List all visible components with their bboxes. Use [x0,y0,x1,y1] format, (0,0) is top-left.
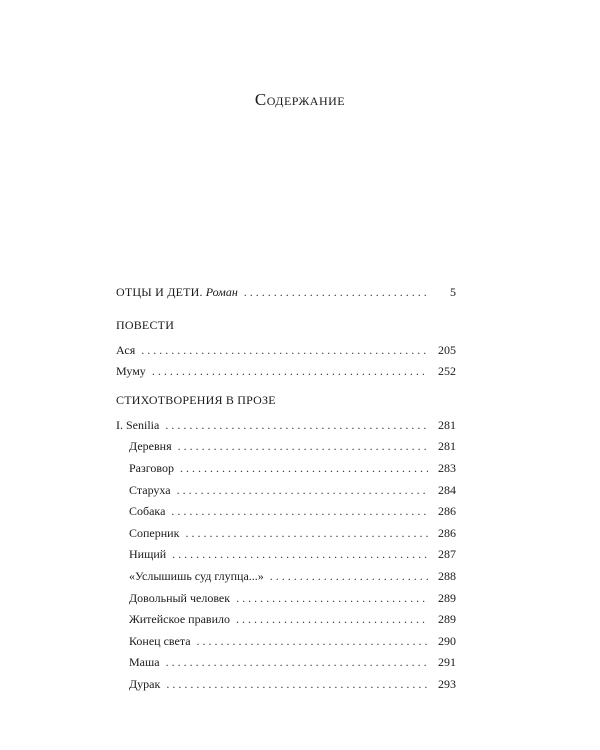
toc-page-number: 286 [438,525,456,540]
toc-page-number: 287 [438,547,456,562]
toc-page-number: 252 [438,364,456,379]
toc-page-number: 288 [438,568,456,583]
povesti-list [116,340,456,383]
dot-leader [165,415,428,437]
toc-page-number: 281 [438,439,456,454]
toc-page-number: 289 [438,612,456,627]
toc-entry-label: ОТЦЫ И ДЕТИ. Роман [116,285,238,299]
toc-entry-label: Конец света [129,633,191,648]
page-title: Содержание [254,90,346,109]
toc-entry [116,480,456,502]
toc-entry-label: Нищий [129,547,167,562]
dot-leader [152,361,428,383]
dot-leader [178,436,428,458]
toc-entry-label: Довольный человек [129,590,231,605]
toc-entry-novel [116,282,456,304]
toc-page-number: 293 [438,676,456,691]
toc-entry-label: Разговор [129,460,174,475]
toc-entry [116,501,456,523]
toc-page-number: 289 [438,590,456,605]
poems-list [116,436,456,695]
toc-entry [116,361,456,383]
dot-leader [270,566,428,588]
toc-entry-label: Старуха [129,482,171,497]
toc-entry-label: Муму [116,364,146,379]
toc-entry-label: Собака [129,504,166,519]
section-heading-poems: СТИХОТВОРЕНИЯ В ПРОЗЕ [116,392,276,407]
dot-leader [197,631,428,653]
dot-leader [244,282,428,304]
dot-leader [166,674,428,696]
toc-entry-label: Соперник [129,525,180,540]
toc-entry-label: Ася [116,342,136,357]
toc-entry-label: I. Senilia [116,417,160,432]
toc-entry-label: Житейское правило [129,612,231,627]
dot-leader [236,609,428,631]
toc-entry [116,609,456,631]
dot-leader [171,501,428,523]
toc-entry [116,652,456,674]
dot-leader [141,340,428,362]
toc-entry [116,523,456,545]
toc-entry [116,544,456,566]
toc-page-number: 283 [438,460,456,475]
toc-page-number: 205 [438,342,456,357]
dot-leader [172,544,428,566]
toc-entry-genre: Роман [205,285,238,299]
toc-page-number: 286 [438,504,456,519]
toc-entry [116,458,456,480]
toc-entry [116,340,456,362]
dot-leader [166,652,428,674]
dot-leader [177,480,428,502]
toc-entry [116,588,456,610]
toc-page-number: 281 [438,417,456,432]
toc-page-number: 291 [438,655,456,670]
dot-leader [185,523,428,545]
dot-leader [180,458,428,480]
toc-entry [116,566,456,588]
toc-entry [116,436,456,458]
toc-entry-label: Деревня [129,439,172,454]
toc-page-number: 284 [438,482,456,497]
toc-page-number: 5 [450,285,456,299]
section-heading-povesti: ПОВЕСТИ [116,317,175,332]
toc-entry-label: «Услышишь суд глупца...» [129,568,264,583]
toc-entry-senilia [116,415,456,437]
toc-page-number: 290 [438,633,456,648]
table-of-contents [116,282,456,696]
toc-entry [116,674,456,696]
toc-entry-label: Маша [129,655,160,670]
toc-entry-label: Дурак [129,676,161,691]
dot-leader [236,588,428,610]
toc-entry [116,631,456,653]
